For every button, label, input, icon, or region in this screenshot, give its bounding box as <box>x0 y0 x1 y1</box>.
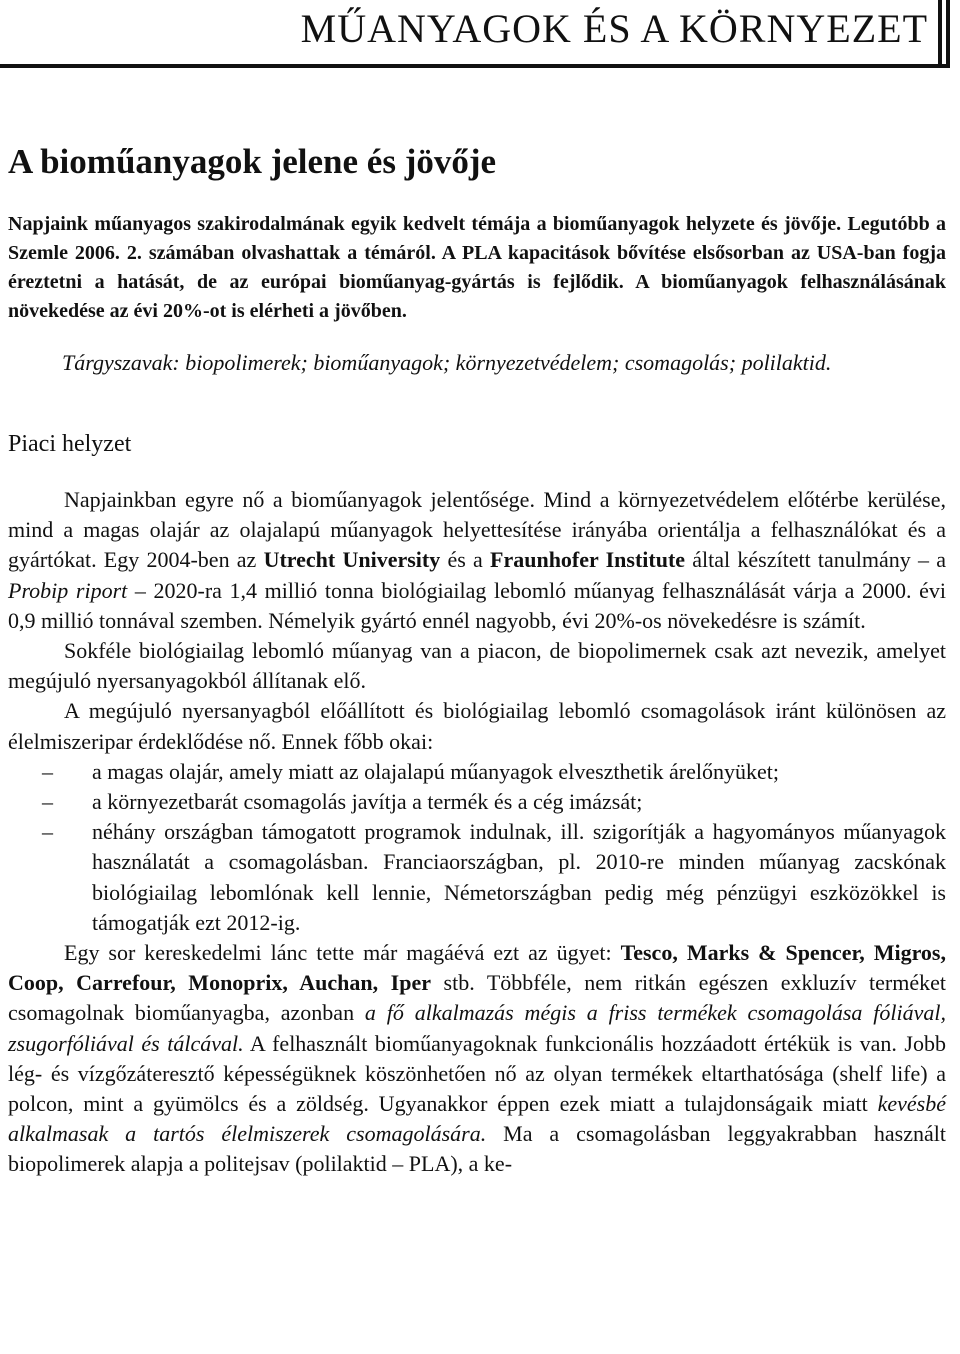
keywords-list: biopolimerek; bioműanyagok; környezetvédelem; csomagolás; polilaktid. <box>185 350 832 375</box>
paragraph-1 <box>8 485 946 636</box>
section-body <box>8 485 946 1180</box>
p1-fraunhofer: Fraunhofer Institute <box>490 547 686 573</box>
p1-text-c: és a <box>440 547 491 573</box>
p4-retailers: Tesco, Marks & Spencer, Migros, Coop, Carrefour, Monoprix, Auchan, Iper <box>8 940 946 996</box>
p1-text-e: által készített tanulmány – a <box>685 547 947 573</box>
list-item-text: a környezetbarát csomagolás javítja a termék és a cég imázsát; <box>92 789 643 815</box>
p4-text-e: A felhasznált bioműanyagoknak funkcionális hozzáadott értékük is van. Jobb lég- és vízgőzáteresztő képességüknek köszönhetően nő az olyan termékek eltarthatósága (shelf life) a polcon, mint a gyümölcs és a zöldség. Ugyanakkor éppen ezek miatt a tulajdonságaik miatt <box>8 1030 946 1117</box>
p4-text-g: Ma a csomagolásban leggyakrabban használt biopolimerek alapja a politejsav (polilaktid – PLA), a ke- <box>8 1121 946 1177</box>
p4-text-a: Egy sor kereskedelmi lánc tette már magáévá ezt az ügyet: <box>64 940 621 966</box>
p4-less-suitable: kevésbé alkalmasak a tartós élelmiszerek csomagolására. <box>8 1091 946 1147</box>
p1-text-a: Napjainkban egyre nő a bioműanyagok jelentősége. Mind a környezetvédelem előtérbe kerülése, mind a magas olajár az olajalapú műanyagok helyettesítése irányába orientálja a felhasználókat és a gyártókat. Egy 2004-ben az <box>8 487 946 573</box>
list-item <box>8 757 946 787</box>
p4-text-c: stb. Többféle, nem ritkán egészen exkluzív terméket csomagolnak bioműanyagba, azonban <box>8 970 946 1026</box>
list-dash: – <box>42 758 53 784</box>
p4-main-use: a fő alkalmazás mégis a friss termékek csomagolása fóliával, zsugorfóliával és tálcával. <box>8 1000 946 1056</box>
article-abstract: Napjaink műanyagos szakirodalmának egyik kedvelt témája a bioműanyagok helyzete és jövője. Legutóbb a Szemle 2006. 2. számában olvashattak a témáról. A PLA kapacitások bővítése elsősorban az USA-ban fogja éreztetni a hatását, de az európai bioműanyag-gyártás is fejlődik. A bioműanyagok felhasználásának növekedése az évi 20%-ot is elérheti a jövőben. <box>8 213 946 322</box>
list-dash: – <box>42 819 53 845</box>
paragraph-3: A megújuló nyersanyagból előállított és biológiailag lebomló csomagolások iránt különösen az élelmiszeripar érdeklődése nő. Ennek főbb okai: <box>8 698 946 754</box>
list-dash: – <box>42 789 53 815</box>
keywords-label: Tárgyszavak: <box>62 350 180 375</box>
running-header <box>0 0 960 70</box>
p1-probip: Probip riport <box>8 577 128 603</box>
keywords <box>62 348 946 377</box>
p1-text-g: – 2020-ra 1,4 millió tonna biológiailag lebomló műanyag felhasználását várja a 2000. évi 0,9 millió tonnával szemben. Némelyik gyártó ennél nagyobb, évi 20%-os növekedésre is számít. <box>8 577 946 633</box>
list-item-text: néhány országban támogatott programok indulnak, ill. szigorítják a hagyományos műanyagok használatát a csomagolásban. Franciaországban, pl. 2010-re minden műanyag zacskónak biológiailag lebomlónak kell lennie, Németországban pedig még pénzügyi eszközökkel is támogatják ezt 2012-ig. <box>92 819 946 935</box>
header-rule <box>0 64 950 68</box>
paragraph-4 <box>8 938 946 1180</box>
paragraph-2: Sokféle biológiailag lebomló műanyag van a piacon, de biopolimernek csak azt nevezik, amelyet megújuló nyersanyagokból állítanak elő. <box>8 638 946 694</box>
list-item-text: a magas olajár, amely miatt az olajalapú műanyagok elveszthetik árelőnyüket; <box>92 758 779 784</box>
running-header-title: MŰANYAGOK ÉS A KÖRNYEZET <box>300 6 928 51</box>
header-bar-left <box>938 0 942 68</box>
list-item <box>8 787 946 817</box>
article-content <box>8 138 946 1180</box>
reasons-list <box>8 757 946 938</box>
section-title: Piaci helyzet <box>8 431 132 457</box>
article-title: A bioműanyagok jelene és jövője <box>8 142 497 181</box>
header-bar-right <box>946 0 950 68</box>
p1-utrecht: Utrecht University <box>263 547 441 573</box>
list-item <box>8 817 946 938</box>
